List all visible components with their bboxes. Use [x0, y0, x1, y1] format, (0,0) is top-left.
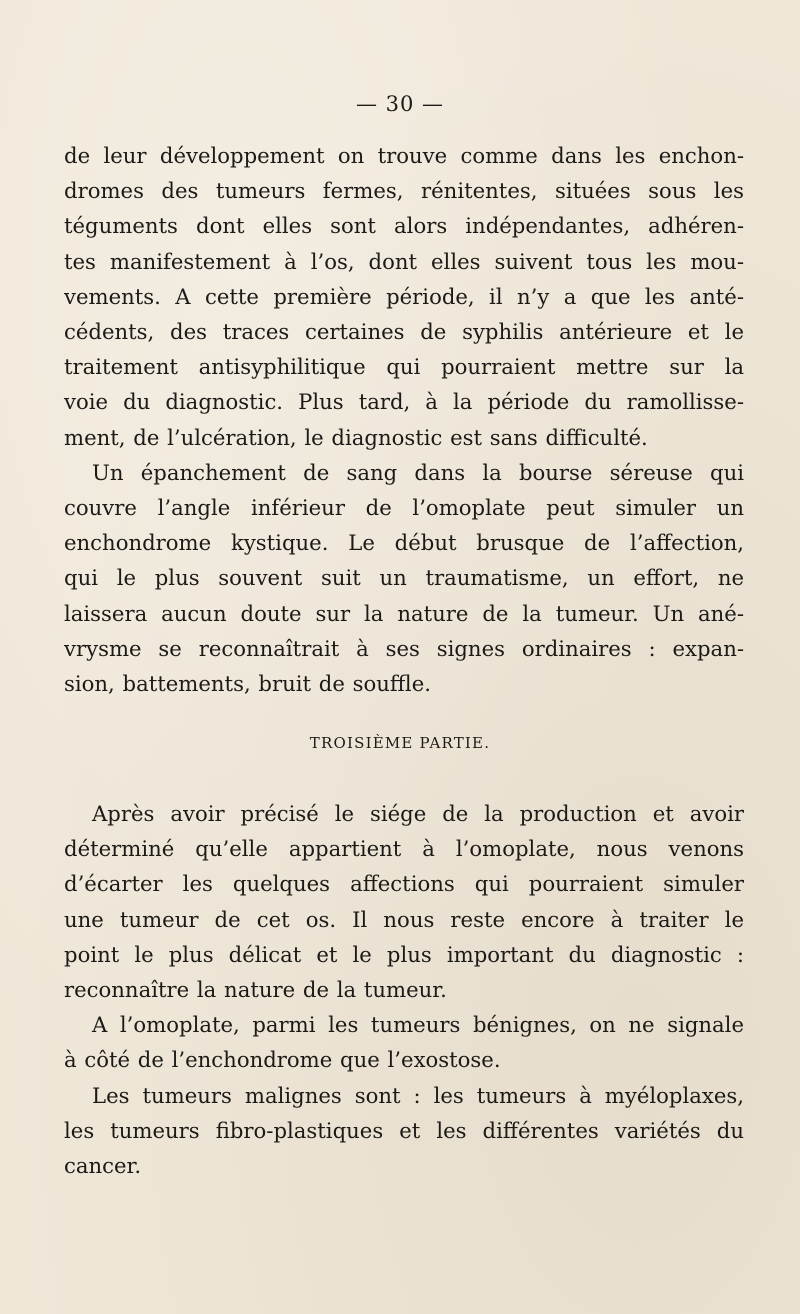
paragraph [64, 796, 744, 1007]
text-line: à côté de l’enchondrome que l’exostose. [64, 1047, 501, 1073]
text-line: Les tumeurs malignes sont : les tumeurs à myéloplaxes, [92, 1082, 744, 1108]
text-line: vements. A cette première période, il n’y a que les anté- [64, 283, 744, 309]
text-line: une tumeur de cet os. Il nous reste encore à traiter le [64, 906, 744, 932]
paragraph [64, 455, 744, 701]
text-line: ment, de l’ulcération, le diagnostic est sans difficulté. [64, 424, 648, 450]
paragraph [64, 1007, 744, 1077]
text-block-after-heading [64, 796, 744, 1183]
text-line: cédents, des traces certaines de syphilis antérieure et le [64, 319, 744, 345]
text-line: d’écarter les quelques affections qui pourraient simuler [64, 871, 744, 897]
text-line: traitement antisyphilitique qui pourraient mettre sur la [64, 354, 744, 380]
text-line: téguments dont elles sont alors indépendantes, adhéren- [64, 213, 744, 239]
text-line: A l’omoplate, parmi les tumeurs bénignes, on ne signale [92, 1012, 744, 1038]
text-line: enchondrome kystique. Le début brusque de l’affection, [64, 530, 744, 556]
paragraph [64, 138, 744, 455]
text-line: qui le plus souvent suit un traumatisme, un effort, ne [64, 565, 744, 591]
text-line: point le plus délicat et le plus important du diagnostic : [64, 941, 744, 967]
text-line: Après avoir précisé le siége de la production et avoir [92, 801, 744, 826]
text-line: laissera aucun doute sur la nature de la tumeur. Un ané- [64, 600, 744, 626]
text-line: cancer. [64, 1153, 142, 1179]
text-line: Un épanchement de sang dans la bourse séreuse qui [92, 459, 744, 485]
text-line: sion, battements, bruit de souffle. [64, 671, 431, 697]
text-line: déterminé qu’elle appartient à l’omoplate, nous venons [64, 836, 744, 862]
text-block-before-heading [64, 138, 744, 701]
text-line: vrysme se reconnaîtrait à ses signes ordinaires : expan- [64, 635, 744, 661]
text-line: les tumeurs fibro-plastiques et les différentes variétés du [64, 1117, 744, 1143]
text-line: voie du diagnostic. Plus tard, à la période du ramollisse- [64, 389, 744, 415]
text-line: de leur développement on trouve comme dans les enchon- [64, 143, 744, 168]
text-line: couvre l’angle inférieur de l’omoplate peut simuler un [64, 495, 744, 521]
page-number: — 30 — [355, 92, 445, 116]
section-heading: TROISIÈME PARTIE. [309, 734, 491, 752]
text-line: dromes des tumeurs fermes, rénitentes, situées sous les [64, 178, 744, 204]
text-line: reconnaître la nature de la tumeur. [64, 977, 447, 1003]
text-line: tes manifestement à l’os, dont elles suivent tous les mou- [64, 248, 744, 274]
paragraph [64, 1078, 744, 1184]
